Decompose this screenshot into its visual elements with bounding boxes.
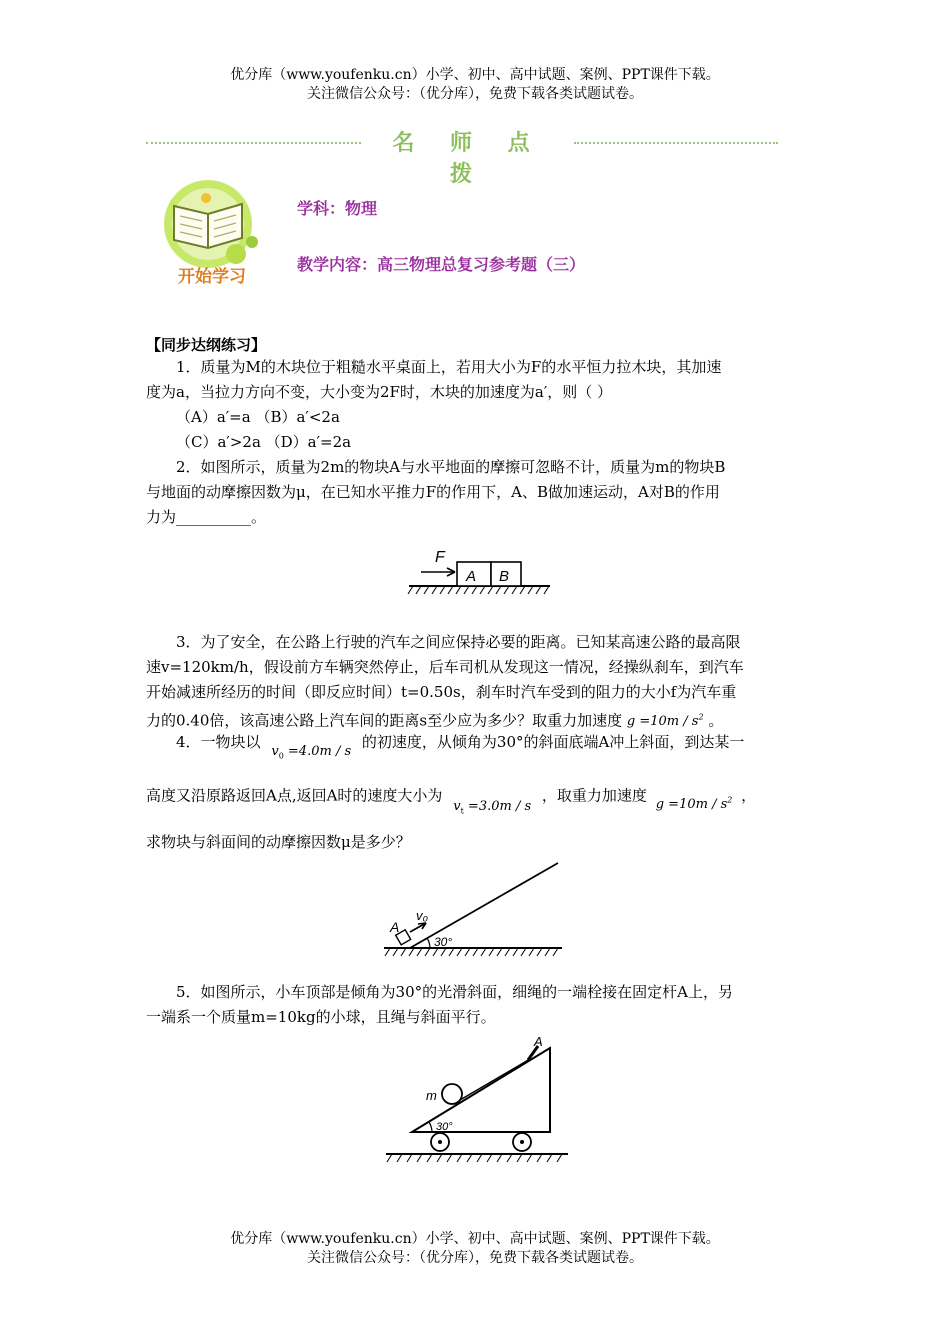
velocity-label: v₀ bbox=[416, 908, 428, 923]
header-line-2: 关注微信公众号：（优分库），免费下载各类试题试卷。 bbox=[307, 86, 643, 102]
q2-figure bbox=[405, 540, 555, 600]
footer-line-2: 关注微信公众号：（优分库），免费下载各类试题试卷。 bbox=[307, 1250, 643, 1266]
point-a-label: A bbox=[390, 919, 400, 935]
banner-divider-left bbox=[146, 142, 361, 144]
ground-hatch bbox=[385, 948, 558, 956]
q4-line-2: 高度又沿原路返回A点,返回A时的速度大小为 $v_t =3.0m / s$ ，取重力加速度 $g =10m / s^2$ ， bbox=[146, 786, 757, 816]
subject-label: 学科：物理 bbox=[297, 199, 378, 218]
q4-v0-formula: $v_0 =4.0m / s$ bbox=[271, 744, 352, 761]
q2-line-1: 2．如图所示，质量为2m的物块A与水平地面的摩擦可忽略不计，质量为m的物块B bbox=[176, 458, 726, 476]
mass-label: m bbox=[426, 1088, 437, 1103]
q3-line-2: 速v=120km/h，假设前方车辆突然停止，后车司机从发现这一情况，经操纵刹车，到汽车 bbox=[146, 658, 744, 676]
block-a-label: A bbox=[466, 568, 477, 585]
force-label: F bbox=[435, 549, 445, 566]
q3-line-3: 开始减速所经历的时间（即反应时间）t=0.50s，刹车时汽车受到的阻力的大小f为汽车重 bbox=[146, 683, 737, 701]
q5-line-2: 一端系一个质量m=10kg的小球，且绳与斜面平行。 bbox=[146, 1008, 496, 1026]
ground-hatch bbox=[408, 586, 549, 594]
q5-line-1: 5．如图所示，小车顶部是倾角为30°的光滑斜面，细绳的一端栓接在固定杆A上，另 bbox=[176, 983, 733, 1001]
q4-figure bbox=[380, 858, 570, 966]
q3-line-1: 3．为了安全，在公路上行驶的汽车之间应保持必要的距离。已知某高速公路的最高限 bbox=[176, 633, 741, 651]
content-label: 教学内容：高三物理总复习参考题（三） bbox=[297, 255, 586, 274]
block-b-label: B bbox=[499, 568, 510, 585]
logo-text: 开始学习 bbox=[178, 267, 246, 287]
start-learning-logo bbox=[160, 176, 270, 288]
q1-options-ab: （A）a′=a （B）a′<2a bbox=[176, 408, 340, 426]
angle-label: 30° bbox=[436, 1121, 453, 1133]
angle-arc bbox=[427, 938, 430, 948]
q3-text: 力的0.40倍，该高速公路上汽车间的距离s至少应为多少？取重力加速度 bbox=[146, 711, 623, 730]
q4-vt-formula: $v_t =3.0m / s$ bbox=[453, 799, 532, 816]
banner-title: 名 师 点 拨 bbox=[392, 131, 544, 187]
q4-line-3: 求物块与斜面间的动摩擦因数μ是多少？ bbox=[146, 833, 411, 851]
banner-divider-right bbox=[574, 142, 778, 144]
q4-line-1: 4．一物块以 $v_0 =4.0m / s$ 的初速度，从倾角为30°的斜面底端A冲上斜面，到达某一 bbox=[176, 733, 745, 761]
q3-line-4: 力的0.40倍，该高速公路上汽车间的距离s至少应为多少？取重力加速度 $g =10m / s^2$ 。 bbox=[146, 711, 724, 730]
q2-line-3: 力为__________。 bbox=[146, 508, 267, 526]
point-a-label: A bbox=[534, 1034, 543, 1049]
header-line-1: 优分库（www.youfenku.cn）小学、初中、高中试题、案例、PPT课件下载。 bbox=[230, 67, 720, 83]
q1-line-2: 度为a，当拉力方向不变，大小变为2F时，木块的加速度为a′，则（ ） bbox=[146, 383, 613, 401]
footer-line-1: 优分库（www.youfenku.cn）小学、初中、高中试题、案例、PPT课件下载。 bbox=[230, 1231, 720, 1247]
ground-hatch bbox=[387, 1154, 562, 1162]
section-title: 【同步达纲练习】 bbox=[146, 336, 267, 354]
q4-gravity-formula: $g =10m / s^2$ bbox=[655, 796, 733, 813]
q5-figure bbox=[382, 1034, 572, 1164]
ball bbox=[442, 1084, 462, 1104]
q3-gravity-formula: $g =10m / s^2$ bbox=[626, 713, 704, 730]
angle-label: 30° bbox=[434, 935, 453, 949]
q2-line-2: 与地面的动摩擦因数为μ，在已知水平推力F的作用下，A、B做加速运动，A对B的作用 bbox=[146, 483, 720, 501]
q1-line-1: 1．质量为M的木块位于粗糙水平桌面上，若用大小为F的水平恒力拉木块，其加速 bbox=[176, 358, 722, 376]
incline-line bbox=[410, 863, 558, 948]
q1-options-cd: （C）a′>2a （D）a′=2a bbox=[176, 433, 352, 451]
